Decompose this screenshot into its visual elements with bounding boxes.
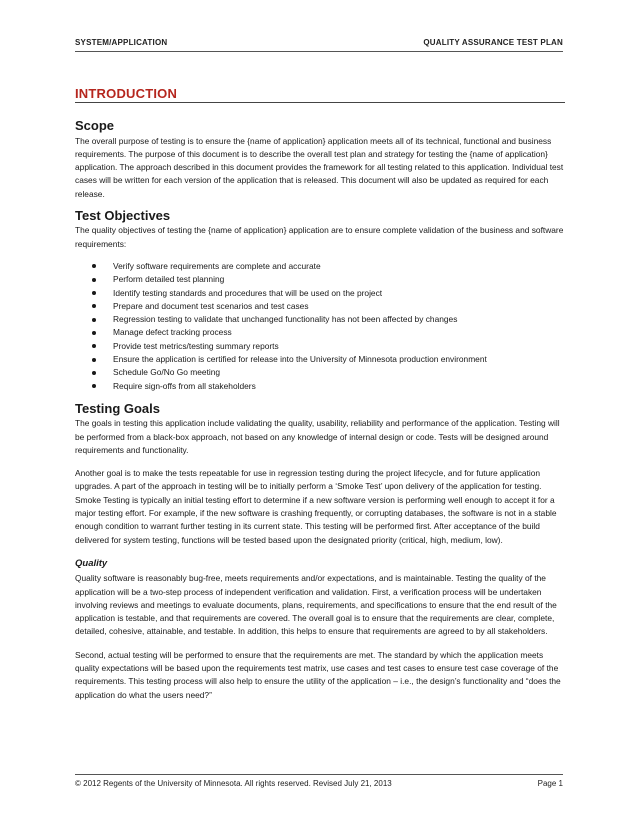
list-item: Ensure the application is certified for release into the University of Minnesota production environment [113, 353, 565, 366]
goals-paragraph-2: Another goal is to make the tests repeatable for use in regression testing during the project lifecycle, and for future application upgrades. A part of the approach in testing will be to initially perform a ‘Smoke Test’ upon delivery of the application for testing. Smoke Testing is typically an initial testing effort to determine if a new software version is performing well enough to accept it for a major testing effort. For example, if the new software is crashing frequently, or corrupting databases, the software is not in a stable enough condition to warrant further testing in its current state. This testing will be performed first. After acceptance of the build delivered for system testing, functions will be tested based upon the designated priority (critical, high, medium, low). [75, 468, 557, 545]
quality-paragraph-1: Quality software is reasonably bug-free, meets requirements and/or expectations, and is maintainable. Testing the quality of the application will be a two-step process of independent verification and validation. First, a verification process will be undertaken involving reviews and meetings to evaluate documents, plans, requirements, and specifications to ensure that the end result of the application is testable, and that requirements are covered. The overall goal is to ensure that the requirements are clear, complete, detailed, cohesive, attainable, and testable. In addition, this helps to ensure that requirements are agreed to by all stakeholders. [75, 573, 557, 637]
header-document-title: QUALITY ASSURANCE TEST PLAN [423, 38, 563, 47]
header-system-application: SYSTEM/APPLICATION [75, 38, 168, 47]
list-item: Schedule Go/No Go meeting [113, 366, 565, 379]
scope-paragraph: The overall purpose of testing is to ensure the {name of application} application meets all of its technical, functional and business requirements. The purpose of this document is to describe the overall test plan and strategy for testing the {name of application} application. The approach described in this document provides the framework for all testing related to this application. Individual test cases will be written for each version of the application that is released. This document will also be updated as required for each release. [75, 135, 564, 199]
list-item: Require sign-offs from all stakeholders [113, 380, 565, 393]
list-item: Manage defect tracking process [113, 326, 565, 339]
heading-test-objectives: Test Objectives [75, 208, 171, 224]
footer-divider [75, 774, 563, 775]
list-item: Prepare and document test scenarios and test cases [113, 300, 565, 313]
section-title-introduction: INTRODUCTION [75, 87, 565, 103]
list-item: Identify testing standards and procedures that will be used on the project [113, 287, 565, 300]
header-divider [75, 51, 563, 52]
page-header [75, 38, 563, 52]
heading-scope: Scope [75, 118, 115, 134]
quality-paragraph-2: Second, actual testing will be performed to ensure that the requirements are met. The standard by which the application meets quality expectations will be based upon the requirements test matrix, use cases and test cases to ensure test case coverage of the requirements. This testing process will also help to ensure the utility of the application – i.e., the design’s functionality and “does the application do what the users need?” [75, 649, 561, 700]
goals-paragraph-1: The goals in testing this application include validating the quality, usability, reliability and performance of the application. Testing will be performed from a black-box approach, not based on any knowledge of internal design or code. Tests will be designed around requirements and functionality. [75, 418, 560, 455]
list-item: Regression testing to validate that unchanged functionality has not been affected by changes [113, 313, 565, 326]
page-footer [75, 779, 563, 791]
heading-testing-goals: Testing Goals [75, 400, 160, 416]
objectives-list [75, 260, 565, 393]
heading-quality: Quality [75, 557, 108, 569]
page-body [75, 87, 565, 702]
footer-copyright: © 2012 Regents of the University of Minnesota. All rights reserved. Revised July 21, 2013 [75, 779, 392, 788]
list-item: Perform detailed test planning [113, 273, 565, 286]
objectives-intro: The quality objectives of testing the {name of application} application are to ensure complete validation of the business and software requirements: [75, 225, 564, 249]
footer-page-number: Page 1 [537, 779, 563, 788]
list-item: Verify software requirements are complete and accurate [113, 260, 565, 273]
list-item: Provide test metrics/testing summary reports [113, 340, 565, 353]
